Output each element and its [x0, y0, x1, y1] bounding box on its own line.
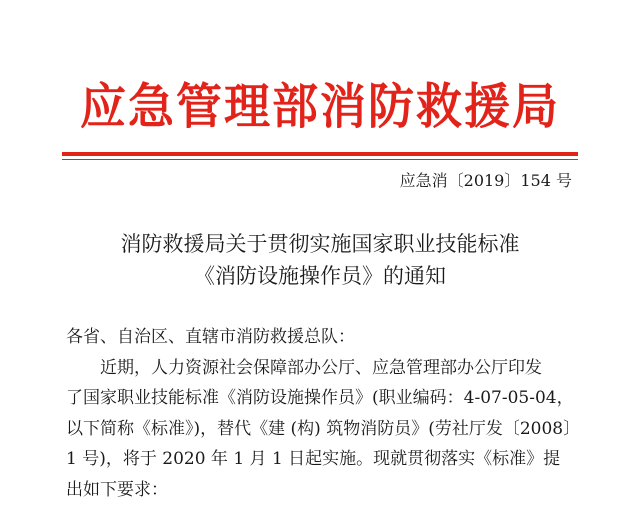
red-header-rule-thick	[62, 152, 578, 156]
title-line-2: 《消防设施操作员》的通知	[194, 264, 446, 288]
issuing-authority-masthead: 应急管理部消防救援局	[80, 77, 560, 135]
document-body	[66, 322, 581, 505]
body-line: 以下简称《标准》)，替代《建 (构) 筑物消防员》(劳社厅发〔2008〕	[66, 418, 581, 439]
document-title	[0, 228, 640, 292]
body-line: 近期，人力资源社会保障部办公厅、应急管理部办公厅印发	[100, 357, 542, 378]
body-line: 了国家职业技能标准《消防设施操作员》(职业编码：4-07-05-04，	[66, 388, 574, 408]
salutation: 各省、自治区、直辖市消防救援总队：	[66, 327, 355, 347]
body-line: 出如下要求：	[66, 479, 168, 500]
title-line-1: 消防救援局关于贯彻实施国家职业技能标准	[120, 232, 520, 256]
red-header-rule-thin	[62, 159, 578, 160]
body-line: 1 号)，将于 2020 年 1 月 1 日起实施。现就贯彻落实《标准》提	[66, 449, 561, 469]
document-number: 应急消〔2019〕154 号	[399, 171, 572, 190]
